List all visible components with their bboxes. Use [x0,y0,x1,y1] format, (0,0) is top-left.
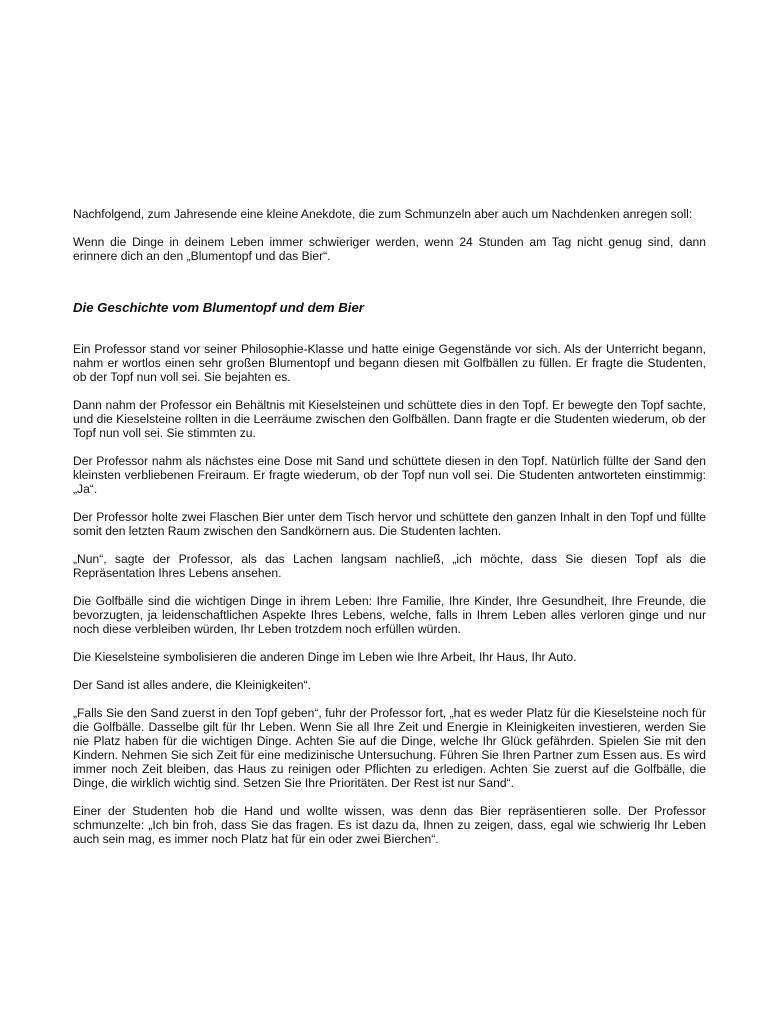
story-paragraph: Ein Professor stand vor seiner Philosophie-Klasse und hatte einige Gegenstände vor sich. Als der Unterricht begann, nahm er wortlos einen sehr großen Blumentopf und begann diesen mit Golfbällen zu füllen. Er fragte die Studenten, ob der Topf nun voll sei. Sie bejahten es. [73,342,706,384]
story-paragraph: Einer der Studenten hob die Hand und wollte wissen, was denn das Bier repräsentieren solle. Der Professor schmunzelte: „Ich bin froh, dass Sie das fragen. Es ist dazu da, Ihnen zu zeigen, dass, egal wie schwierig Ihr Leben auch sein mag, es immer noch Platz hat für ein oder zwei Bierchen“. [73,804,706,846]
story-paragraph: „Nun“, sagte der Professor, als das Lachen langsam nachließ, „ich möchte, dass Sie diesen Topf als die Repräsentation Ihres Lebens ansehen. [73,552,706,580]
story-title: Die Geschichte vom Blumentopf und dem Bier [73,300,364,315]
intro-paragraph: Wenn die Dinge in deinem Leben immer schwieriger werden, wenn 24 Stunden am Tag nicht genug sind, dann erinnere dich an den „Blumentopf und das Bier“. [73,235,706,263]
story-paragraph: Der Professor nahm als nächstes eine Dose mit Sand und schüttete diesen in den Topf. Natürlich füllte der Sand den kleinsten verbliebenen Freiraum. Er fragte wiederum, ob der Topf nun voll sei. Die Studenten antworteten einstimmig: „Ja“. [73,454,706,496]
story-paragraph: Die Kieselsteine symbolisieren die anderen Dinge im Leben wie Ihre Arbeit, Ihr Haus, Ihr Auto. [73,650,577,664]
story-paragraph: Dann nahm der Professor ein Behältnis mit Kieselsteinen und schüttete dies in den Topf. Er bewegte den Topf sachte, und die Kieselsteine rollten in die Leerräume zwischen den Golfbällen. Dann fragte er die Studenten wiederum, ob der Topf nun voll sei. Sie stimmten zu. [73,398,706,440]
story-paragraph: „Falls Sie den Sand zuerst in den Topf geben“, fuhr der Professor fort, „hat es weder Platz für die Kieselsteine noch für die Golfbälle. Dasselbe gilt für Ihr Leben. Wenn Sie all Ihre Zeit und Energie in Kleinigkeiten investieren, werden Sie nie Platz haben für die wichtigen Dinge. Achten Sie auf die Dinge, welche Ihr Glück gefährden. Spielen Sie mit den Kindern. Nehmen Sie sich Zeit für eine medizinische Untersuchung. Führen Sie Ihren Partner zum Essen aus. Es wird immer noch Zeit bleiben, das Haus zu reinigen oder Pflichten zu erledigen. Achten Sie zuerst auf die Golfbälle, die Dinge, die wirklich wichtig sind. Setzen Sie Ihre Prioritäten. Der Rest ist nur Sand“. [73,706,706,790]
story-paragraph: Der Professor holte zwei Flaschen Bier unter dem Tisch hervor und schüttete den ganzen Inhalt in den Topf und füllte somit den letzten Raum zwischen den Sandkörnern aus. Die Studenten lachten. [73,510,706,538]
story-paragraph: Die Golfbälle sind die wichtigen Dinge in ihrem Leben: Ihre Familie, Ihre Kinder, Ihre Gesundheit, Ihre Freunde, die bevorzugten, ja leidenschaftlichen Aspekte Ihres Lebens, welche, falls in Ihrem Leben alles verloren ginge und nur noch diese verbleiben würden, Ihr Leben trotzdem noch erfüllen würden. [73,594,706,636]
document-page [73,207,706,846]
intro-paragraph: Nachfolgend, zum Jahresende eine kleine Anekdote, die zum Schmunzeln aber auch um Nachdenken anregen soll: [73,207,693,221]
story-paragraph: Der Sand ist alles andere, die Kleinigkeiten“. [73,678,311,692]
